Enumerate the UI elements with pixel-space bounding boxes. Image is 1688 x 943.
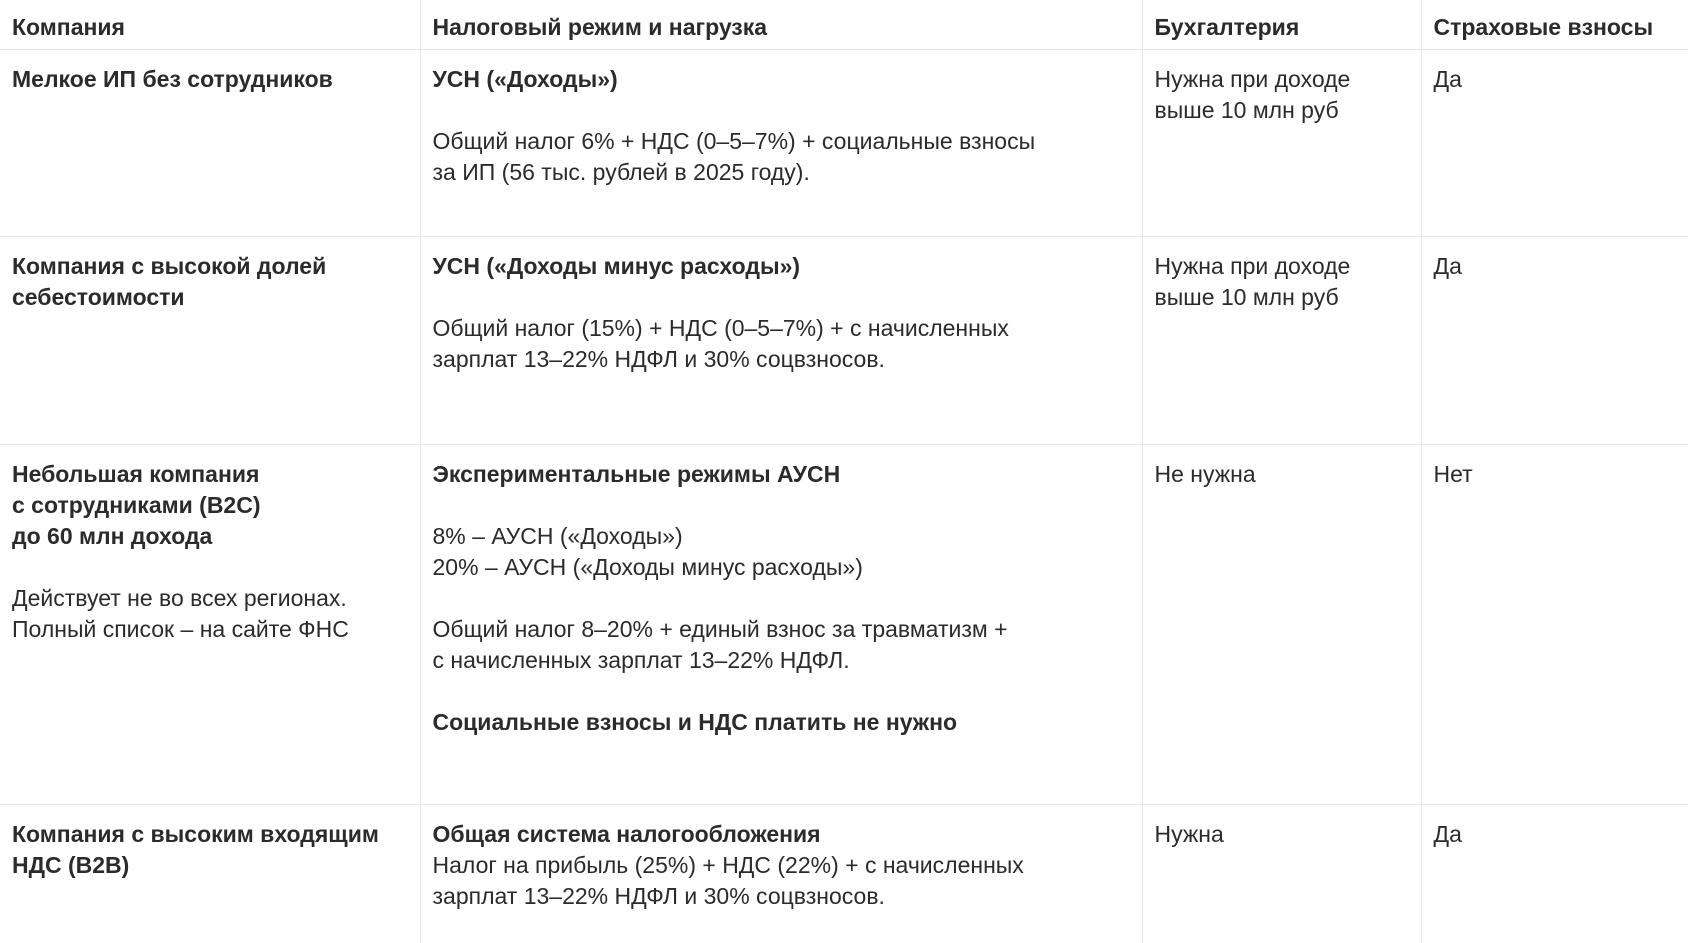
- regime-title: Общая система налогообложения: [433, 819, 1130, 850]
- accounting-text-line: выше 10 млн руб: [1155, 95, 1409, 126]
- regime-description-line: Общий налог (15%) + НДС (0–5–7%) + с начисленных: [433, 313, 1130, 344]
- regime-description-line: Общий налог 6% + НДС (0–5–7%) + социальные взносы: [433, 126, 1130, 157]
- header-accounting: Бухгалтерия: [1142, 0, 1421, 50]
- regime-description-line: зарплат 13–22% НДФЛ и 30% соцвзносов.: [433, 881, 1130, 912]
- company-title-line: НДС (B2B): [12, 850, 408, 881]
- company-title-line: Небольшая компания: [12, 459, 408, 490]
- insurance-cell: Да: [1421, 50, 1688, 237]
- company-title-line: себестоимости: [12, 282, 408, 313]
- insurance-cell: Нет: [1421, 445, 1688, 805]
- regime-cell: [420, 50, 1142, 237]
- insurance-cell: Да: [1421, 805, 1688, 943]
- regime-description-line: зарплат 13–22% НДФЛ и 30% соцвзносов.: [433, 344, 1130, 375]
- regime-description-line: Налог на прибыль (25%) + НДС (22%) + с начисленных: [433, 850, 1130, 881]
- accounting-text-line: Нужна при доходе: [1155, 251, 1409, 282]
- accounting-cell: Не нужна: [1142, 445, 1421, 805]
- company-cell: [0, 237, 420, 445]
- accounting-cell: [1142, 237, 1421, 445]
- header-company: Компания: [0, 0, 420, 50]
- accounting-cell: Нужна: [1142, 805, 1421, 943]
- accounting-text-line: выше 10 млн руб: [1155, 282, 1409, 313]
- accounting-cell: [1142, 50, 1421, 237]
- regime-cell: [420, 237, 1142, 445]
- regime-title: УСН («Доходы»): [433, 64, 1130, 95]
- regime-description-line: за ИП (56 тыс. рублей в 2025 году).: [433, 157, 1130, 188]
- company-title-line: Компания с высокой долей: [12, 251, 408, 282]
- company-note-line: Полный список – на сайте ФНС: [12, 614, 408, 645]
- regime-title: Экспериментальные режимы АУСН: [433, 459, 1130, 490]
- regime-description-line: с начисленных зарплат 13–22% НДФЛ.: [433, 645, 1130, 676]
- insurance-cell: Да: [1421, 237, 1688, 445]
- table-row: [0, 805, 1688, 943]
- header-insurance: Страховые взносы: [1421, 0, 1688, 50]
- company-title-line: до 60 млн дохода: [12, 521, 408, 552]
- company-note-line: Действует не во всех регионах.: [12, 583, 408, 614]
- table-row: [0, 237, 1688, 445]
- company-title: Мелкое ИП без сотрудников: [12, 64, 408, 95]
- regime-option-line: 8% – АУСН («Доходы»): [433, 521, 1130, 552]
- company-title-line: с сотрудниками (B2C): [12, 490, 408, 521]
- company-cell: [0, 50, 420, 237]
- table-header-row: [0, 0, 1688, 50]
- regime-option-line: 20% – АУСН («Доходы минус расходы»): [433, 552, 1130, 583]
- accounting-text-line: Нужна при доходе: [1155, 64, 1409, 95]
- company-title-line: Компания с высоким входящим: [12, 819, 408, 850]
- table-row: [0, 50, 1688, 237]
- regime-note: Социальные взносы и НДС платить не нужно: [433, 707, 1130, 738]
- company-cell: [0, 805, 420, 943]
- table-row: [0, 445, 1688, 805]
- regime-description-line: Общий налог 8–20% + единый взнос за травматизм +: [433, 614, 1130, 645]
- regime-cell: [420, 445, 1142, 805]
- regime-cell: [420, 805, 1142, 943]
- header-regime: Налоговый режим и нагрузка: [420, 0, 1142, 50]
- company-cell: [0, 445, 420, 805]
- regime-title: УСН («Доходы минус расходы»): [433, 251, 1130, 282]
